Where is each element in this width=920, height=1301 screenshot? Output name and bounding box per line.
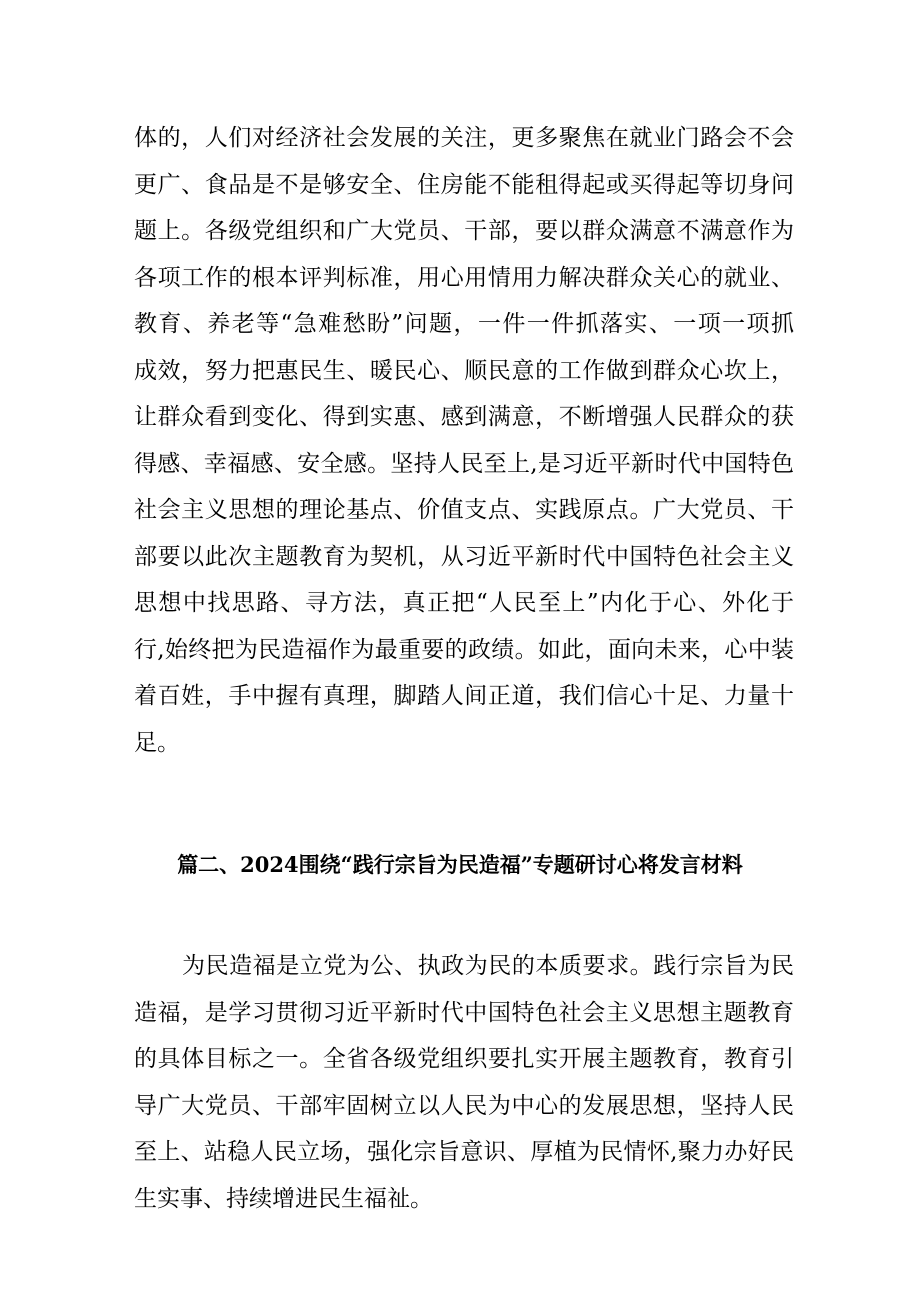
- paragraph-line: 造福，是学习贯彻习近平新时代中国特色社会主义思想主题教育: [134, 999, 794, 1026]
- paragraph-line: 思想中找思路、寻方法，真正把“人民至上”内化于心、外化于: [134, 590, 794, 616]
- paragraph-line: 为民造福是立党为公、执政为民的本质要求。践行宗旨为民: [182, 953, 794, 979]
- paragraph-line: 导广大党员、干部牢固树立以人民为中心的发展思想，坚持人民: [134, 1092, 794, 1119]
- paragraph-line: 教育、养老等“急难愁盼”问题，一件一件抓落实、一项一项抓: [134, 311, 794, 337]
- paragraph-line: 足。: [134, 729, 180, 756]
- paragraph-line: 至上、站稳人民立场，强化宗旨意识、厚植为民情怀,聚力办好民: [134, 1139, 794, 1165]
- paragraph-line: 成效，努力把惠民生、暖民心、顺民意的工作做到群众心坎上，: [134, 357, 794, 384]
- paragraph-line: 部要以此次主题教育为契机，从习近平新时代中国特色社会主义: [134, 543, 794, 570]
- paragraph-line: 生实事、持续增进民生福祉。: [134, 1185, 433, 1212]
- paragraph-line: 着百姓，手中握有真理，脚踏人间正道，我们信心十足、力量十: [134, 683, 794, 709]
- paragraph-line: 社会主义思想的理论基点、价值支点、实践原点。广大党员、干: [134, 497, 794, 523]
- section-heading: 篇二、2024围绕“践行宗旨为民造福”专题研讨心将发言材料: [177, 852, 743, 877]
- paragraph-line: 题上。各级党组织和广大党员、干部，要以群众满意不满意作为: [134, 218, 794, 244]
- paragraph-line: 行,始终把为民造福作为最重要的政绩。如此，面向未来，心中装: [134, 636, 794, 663]
- paragraph-line: 各项工作的根本评判标准，用心用情用力解决群众关心的就业、: [134, 264, 794, 291]
- body-paragraph-2: [134, 943, 794, 1222]
- paragraph-line: 体的，人们对经济社会发展的关注，更多聚焦在就业门路会不会: [134, 125, 794, 151]
- paragraph-line: 的具体目标之一。全省各级党组织要扎实开展主题教育，教育引: [134, 1046, 794, 1072]
- paragraph-line: 让群众看到变化、得到实惠、感到满意，不断增强人民群众的获: [134, 404, 794, 430]
- paragraph-line: 更广、食品是不是够安全、住房能不能租得起或买得起等切身问: [134, 171, 794, 198]
- body-paragraph-1: [134, 115, 794, 766]
- paragraph-line: 得感、幸福感、安全感。坚持人民至上,是习近平新时代中国特色: [134, 450, 794, 477]
